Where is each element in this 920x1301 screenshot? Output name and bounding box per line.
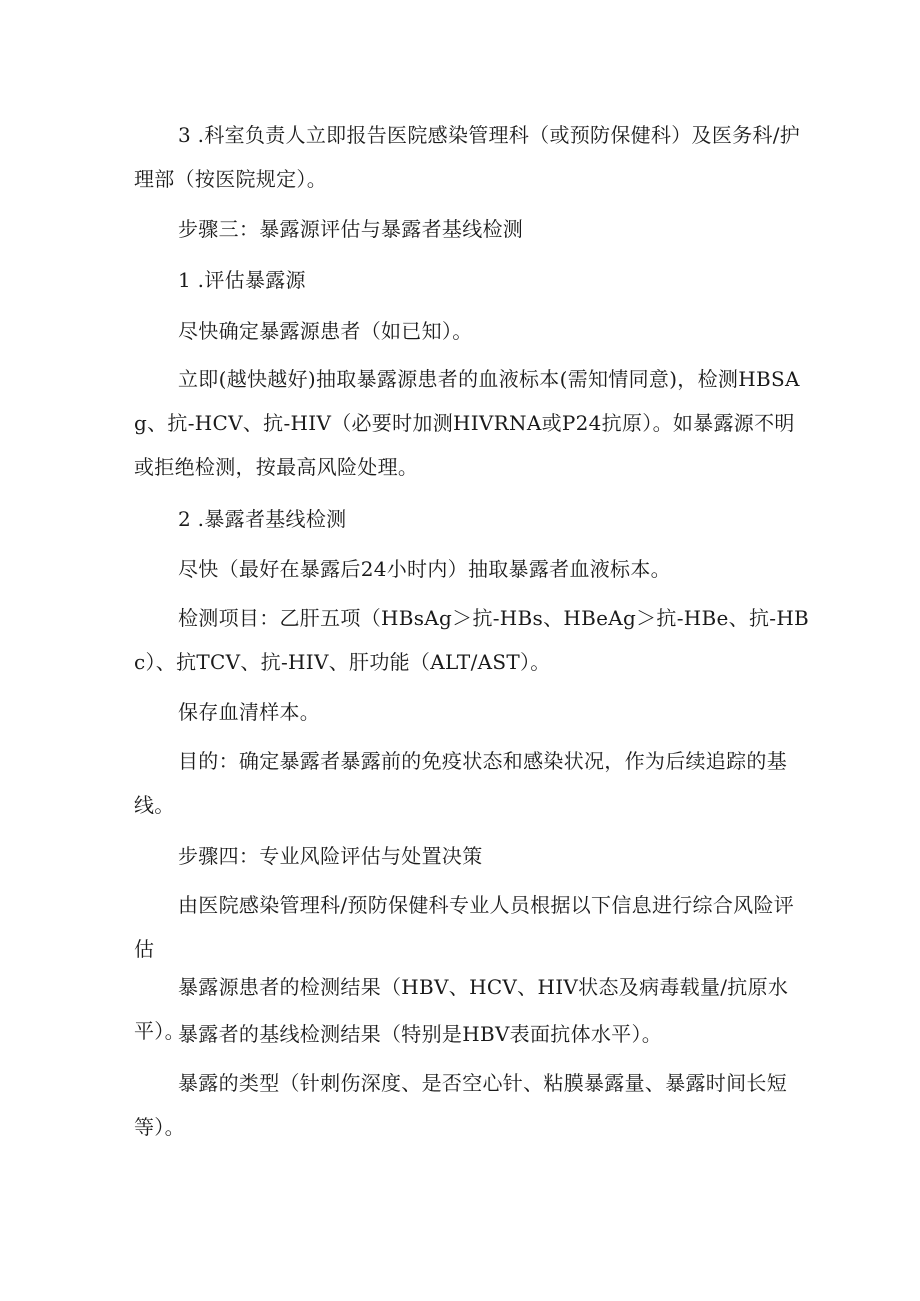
paragraph-draw-blood: 尽快（最好在暴露后24小时内）抽取暴露者血液标本。 [178,557,671,581]
paragraph-source-testing: 立即(越快越好)抽取暴露源患者的血液标本(需知情同意)，检测HBSAg、抗-HCV、抗-HIV（必要时加测HIVRNA或P24抗原）。如暴露源不明或拒绝检测，按最高风险处理。 [134,367,800,479]
subheading-evaluate-source: 1 .评估暴露源 [178,268,306,292]
paragraph-identify-source: 尽快确定暴露源患者（如已知）。 [178,319,473,343]
paragraph-source-results: 暴露源患者的检测结果（HBV、HCV、HIV状态及病毒载量/抗原水平）。 [134,975,789,1043]
paragraph-test-items: 检测项目：乙肝五项（HBsAg＞抗-HBs、HBeAg＞抗-HBe、抗-HBc）、抗TCV、抗-HIV、肝功能（ALT/AST）。 [134,606,810,674]
paragraph-risk-assessment: 由医院感染管理科/预防保健科专业人员根据以下信息进行综合风险评估 [134,893,795,961]
paragraph-baseline-results: 暴露者的基线检测结果（特别是HBV表面抗体水平）。 [178,1022,663,1046]
paragraph-save-serum: 保存血清样本。 [178,700,321,724]
heading-step-three: 步骤三：暴露源评估与暴露者基线检测 [178,217,524,241]
heading-step-four: 步骤四：专业风险评估与处置决策 [178,844,483,868]
paragraph-purpose: 目的：确定暴露者暴露前的免疫状态和感染状况，作为后续追踪的基线。 [134,749,787,817]
paragraph-exposure-type: 暴露的类型（针刺伤深度、是否空心针、粘膜暴露量、暴露时间长短等）。 [134,1071,787,1139]
subheading-baseline-testing: 2 .暴露者基线检测 [178,507,347,531]
paragraph-report-step: 3 .科室负责人立即报告医院感染管理科（或预防保健科）及医务科/护理部（按医院规定）。 [134,123,801,191]
